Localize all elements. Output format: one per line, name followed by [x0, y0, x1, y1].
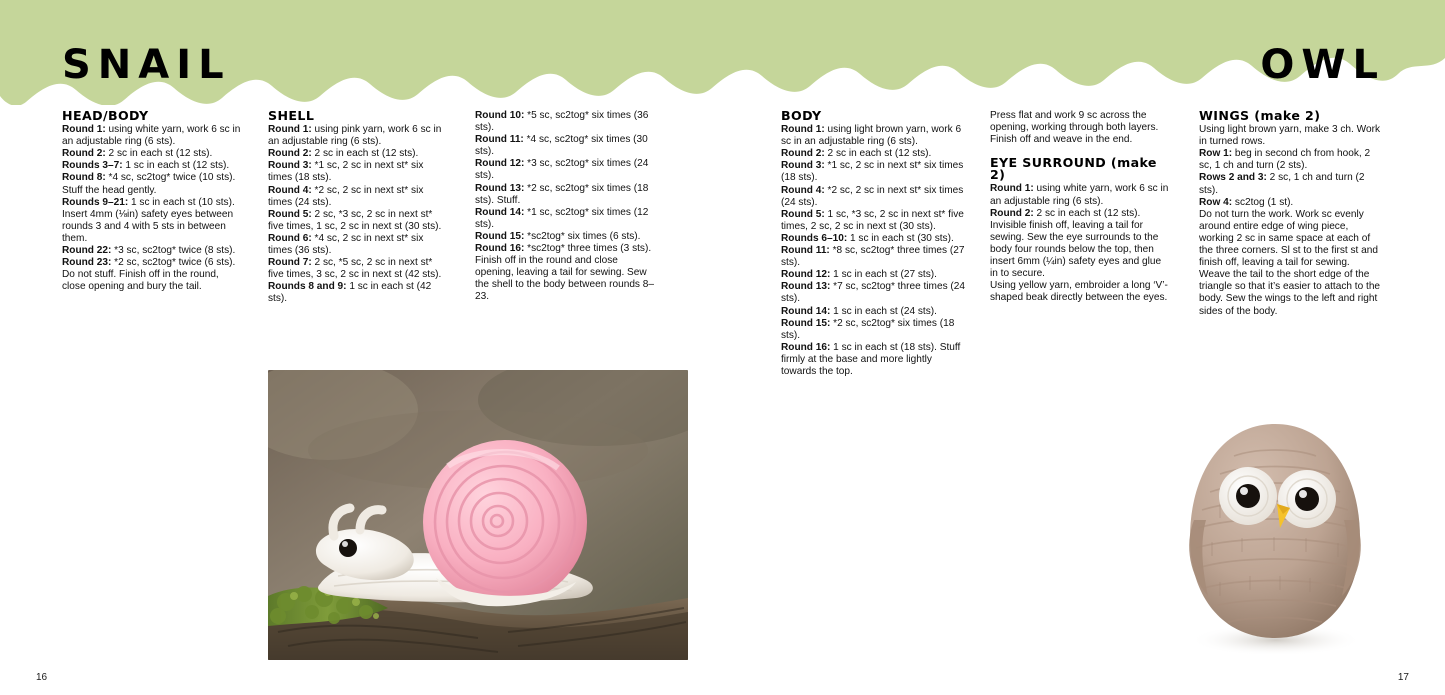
instruction-line: Round 5: 1 sc, *3 sc, 2 sc in next st* five times, 2 sc, 2 sc in next st (30 sts). — [781, 208, 964, 232]
instruction-line: Round 15: *sc2tog* six times (6 sts). — [475, 230, 641, 242]
instruction-line: Round 5: 2 sc, *3 sc, 2 sc in next st* five times, 1 sc, 2 sc in next st (30 sts). — [268, 208, 442, 232]
instruction-line: Round 16: *sc2tog* three times (3 sts). Finish off in the round and close opening, leaving a tail for sewing. Sew the shell to the body between rounds 8–23. — [475, 243, 655, 303]
instruction-list-col6 — [1199, 124, 1383, 318]
page-number-right: 17 — [1397, 672, 1409, 683]
crochet-snail-photo — [268, 370, 688, 660]
instruction-line: Rounds 6–10: 1 sc in each st (30 sts). — [781, 232, 954, 244]
instruction-line: Using light brown yarn, make 3 ch. Work in turned rows. — [1199, 124, 1381, 148]
instruction-line: Round 1: using white yarn, work 6 sc in an adjustable ring (6 sts). — [62, 124, 241, 148]
instruction-list-col2 — [268, 124, 446, 305]
instruction-line: Rounds 9–21: 1 sc in each st (10 sts). Insert 4mm (⅛in) safety eyes between rounds 3 and 4 with 5 sts in between them. — [62, 196, 235, 244]
instruction-list-col5 — [990, 183, 1170, 304]
instruction-line: Round 11: *8 sc, sc2tog* three times (27 sts). — [781, 245, 965, 269]
column-shell-continued — [475, 110, 655, 304]
instruction-line: Round 23: *2 sc, sc2tog* twice (6 sts). Do not stuff. Finish off in the round, close opening and bury the tail. — [62, 257, 236, 293]
instruction-line: Round 14: 1 sc in each st (24 sts). — [781, 305, 937, 317]
instruction-line: Rows 2 and 3: 2 sc, 1 ch and turn (2 sts). — [1199, 172, 1365, 196]
page-title-owl: OWL — [1260, 42, 1385, 88]
instruction-line: Round 13: *7 sc, sc2tog* three times (24 sts). — [781, 281, 966, 305]
instruction-line: Round 1: using white yarn, work 6 sc in an adjustable ring (6 sts). — [990, 183, 1169, 207]
instruction-line: Round 3: *1 sc, 2 sc in next st* six times (18 sts). — [781, 160, 964, 184]
instruction-line: Rounds 3–7: 1 sc in each st (12 sts). — [62, 160, 230, 172]
instruction-line: Round 2: 2 sc in each st (12 sts). — [62, 148, 213, 160]
instruction-line: Round 3: *1 sc, 2 sc in next st* six times (18 sts). — [268, 160, 424, 184]
instruction-line: Round 14: *1 sc, sc2tog* six times (12 sts). — [475, 206, 649, 230]
instruction-line: Round 15: *2 sc, sc2tog* six times (18 sts). — [781, 317, 955, 341]
instruction-line: Round 7: 2 sc, *5 sc, 2 sc in next st* five times, 3 sc, 2 sc in next st (42 sts). — [268, 257, 442, 281]
heading-wings: WINGS (make 2) — [1199, 108, 1321, 123]
instruction-line: Press flat and work 9 sc across the opening, working through both layers. Finish off and weave in the end. — [990, 110, 1159, 146]
instruction-line: Rounds 8 and 9: 1 sc in each st (42 sts). — [268, 281, 432, 305]
instruction-line: Round 1: using pink yarn, work 6 sc in an adjustable ring (6 sts). — [268, 124, 442, 148]
instruction-list-col1 — [62, 124, 244, 293]
instruction-line: Using yellow yarn, embroider a long ‘V’-shaped beak directly between the eyes. — [990, 280, 1168, 304]
heading-body: BODY — [781, 108, 822, 123]
instruction-line: Round 13: *2 sc, sc2tog* six times (18 sts). Stuff. — [475, 182, 649, 206]
instruction-line: Round 16: 1 sc in each st (18 sts). Stuff firmly at the base and more lightly towards the top. — [781, 341, 961, 377]
instruction-line: Round 4: *2 sc, 2 sc in next st* six times (24 sts). — [781, 184, 964, 208]
instruction-list-col3 — [475, 110, 655, 304]
column-head-body — [62, 110, 244, 293]
column-wings — [1199, 110, 1383, 318]
instruction-line: Round 10: *5 sc, sc2tog* six times (36 sts). — [475, 110, 649, 134]
instruction-line: Row 4: sc2tog (1 st). — [1199, 196, 1294, 208]
instruction-line: Round 11: *4 sc, sc2tog* six times (30 sts). — [475, 134, 648, 158]
instruction-line: Round 4: *2 sc, 2 sc in next st* six times (24 sts). — [268, 184, 424, 208]
instruction-line: Round 12: 1 sc in each st (27 sts). — [781, 269, 937, 281]
page-title-snail: SNAIL — [62, 42, 231, 88]
instruction-line: Round 22: *3 sc, sc2tog* twice (8 sts). — [62, 245, 236, 257]
instruction-list-col5-intro — [990, 110, 1170, 146]
heading-eye-surround: EYE SURROUND (make 2) — [990, 155, 1157, 183]
instruction-line: Do not turn the work. Work sc evenly around entire edge of wing piece, working 2 sc in same space at each of the three corners. Sl st to the first st and finish off, leaving a tail for sewing. Weave the tail to the short edge of the triangle so that it’s easier to attach to the body. Sew the wings to the left and right sides of the body. — [1199, 208, 1381, 317]
column-owl-body — [781, 110, 969, 378]
column-eye-surround — [990, 110, 1170, 304]
column-shell — [268, 110, 446, 306]
page-number-left: 16 — [36, 672, 48, 683]
heading-shell: SHELL — [268, 108, 315, 123]
instruction-line: Round 12: *3 sc, sc2tog* six times (24 sts). — [475, 158, 649, 182]
instruction-line: Round 2: 2 sc in each st (12 sts). — [781, 148, 932, 160]
instruction-list-col4 — [781, 124, 969, 378]
instruction-line: Round 6: *4 sc, 2 sc in next st* six times (36 sts). — [268, 232, 424, 257]
instruction-line: Row 1: beg in second ch from hook, 2 sc, 1 ch and turn (2 sts). — [1199, 148, 1371, 172]
instruction-line: Round 1: using light brown yarn, work 6 sc in an adjustable ring (6 sts). — [781, 124, 962, 148]
instruction-line: Round 8: *4 sc, sc2tog* twice (10 sts). Stuff the head gently. — [62, 172, 236, 196]
crochet-owl-photo — [1150, 400, 1400, 665]
instruction-line: Round 2: 2 sc in each st (12 sts). Invisible finish off, leaving a tail for sewing. Sew the eye surrounds to the body four rounds below the top, then insert 6mm (¼in) safety eyes and glue in to secure. — [990, 207, 1162, 280]
instruction-line: Round 2: 2 sc in each st (12 sts). — [268, 148, 419, 160]
heading-head-body: HEAD/BODY — [62, 108, 149, 123]
